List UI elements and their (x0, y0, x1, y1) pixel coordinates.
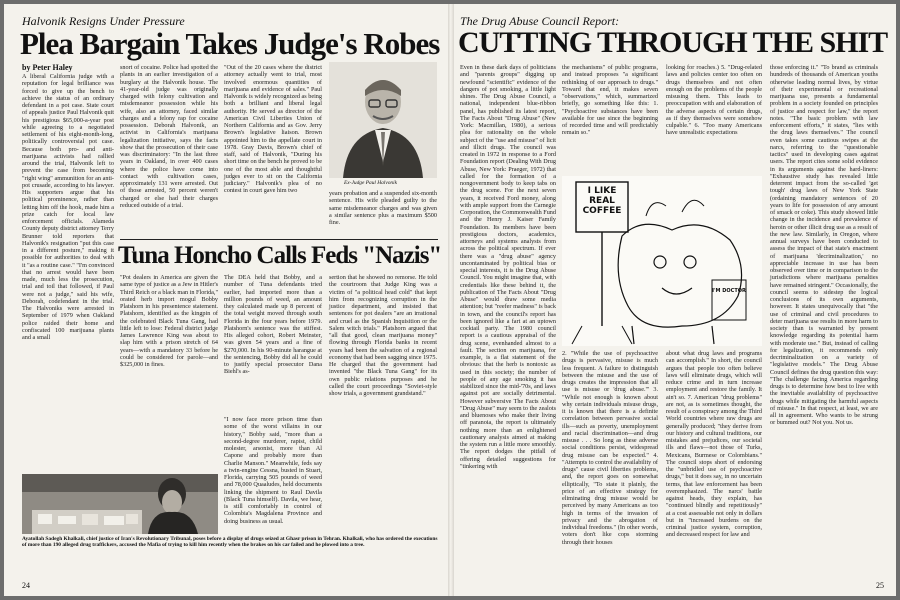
council-column-4 (770, 64, 878, 539)
column-text: 2. "While the use of psychoactive drugs is pervasive, misuse is much less frequent. A failure to distinguish between the misuse and the use of drugs creates the impression that all use is misuse or 'drug abuse.'" 3. "While not enough is known about why certain individuals misuse drugs, it is known that there is a definite correlation between pervasive social ills—such as poverty, unemployment and racial discrimination—and drug misuse . . . So long as these adverse social conditions persist, widespread drug misuse can be expected." 4. "Attempts to control the availability of drugs" cause civil liberties problems, and, the report goes on somewhat elliptically, "To state it plainly, the price of an effective strategy for eliminating drug misuse would be perceived by many Americans as too high in terms of the invasion of privacy and the abrogation of individual freedoms." (In other words, voters don't like cops storming through their houses (562, 350, 658, 546)
council-column-5 (562, 350, 658, 546)
left-headline: Plea Bargain Takes Judge's Robes (20, 26, 440, 61)
article-column-1 (22, 73, 114, 493)
right-kicker: The Drug Abuse Council Report: (460, 14, 620, 28)
column-text: about what drug laws and programs can accomplish." In short, the council argues that people too often believe laws will eliminate drugs, which will reduce crime and in turn increase employment and restore the family. It ain't so. 7. American "drug problems" are not, as is sometimes thought, the result of a conspiracy among the Third World countries where raw drugs are generally produced; "they derive from our history and cultural traditions, our mistakes and prejudices, our societal ills and flaws—not those of Turks, Mexicans, Burmese or Colombians." The council stops short of endorsing the "unbridled use of psychoactive drugs," but it does say, in no uncertain terms, that law enforcement has been overemphasized. The narcs' battle against heads, they explain, has "continued blindly and repetitiously" at a cost assessable not only in dollars but in "increased burdens on the criminal justice system, corruption, and decreased respect for law and (666, 350, 762, 539)
column-text: "I now face more prison time than some of the worst villains in our history," Bobby said, "more than a second-degree murderer, rapist, child molester, arsonist, more than Al Capone and probably more than Charlie Manson." Meanwhile, feds say a twin-engine Cessna, busted in Stuart, Florida, carrying 505 pounds of weed and 78,000 Quaaludes, held documents linking the shipment to Raul Davila (Black Tuna himself). Davila, we hear, is still comfortably in control of Colombia's Magdalena Province and doing business as usual. (224, 416, 322, 525)
column-text: the mechanisms" of public programs, and instead proposes "a significant rethinking of our approach to drugs." Toward that end, it makes seven "observations," which, summarized briefly, go something like this: 1. "Psychoactive substances have been available for use since the beginning of recorded time and will predictably remain so." (562, 64, 658, 137)
magazine-spread (4, 4, 896, 596)
article-column-3 (224, 64, 322, 234)
column-text: "Out of the 20 cases where the district attorney actually went to trial, most involved enormous quantities of marijuana and evidence of sales." Paul Halvonik is widely recognized as being both a brilliant and liberal legal authority. He served as director of the American Civil Liberties Union of Northern California and as Gov. Jerry Brown's legislative liaison. Brown appointed him to the appellate court in 1978. Gray Davis, Brown's chief of staff, said of Halvonik, "During his short time on the bench he proved to be one of the most able and thoughtful judges ever to sit on the California judiciary." Halvonik's plea of no contest in court gave him two (224, 64, 322, 195)
column-text: snort of cocaine. Police had spotted the plants in an earlier investigation of a burglary at the Halvonik house. The 41-year-old judge was originally charged with felony cultivation and misdemeanor possession while his wife, also an attorney, faced similar charges and a felony rap for cocaine possession. Deborah Halvonik, an activist in California's marijuana legalization initiative, says the facts show that the prosecution of their case was discriminatory: "In the last three years in Oakland, in over 400 cases where the police have come into contact with cultivation cases, approximately 131 were arrested. Out of those arrested, 50 percent weren't charged or else had their charges reduced outside of a trial. (120, 64, 218, 209)
column-text: The DEA held that Bobby, and a number of Tuna defendants tried earlier, had imported more than a million pounds of weed, an amount they calculated made up 8 percent of the total weight moved through south Florida in the four years before 1979. Platshorn's sentence was the stiffest. His alleged cohort, Robert Meinster, was given 54 years and a fine of $270,000. In his 90-minute harangue at the sentencing, Bobby did all he could to justify special prosecutor Dana Biehl's as- (224, 274, 322, 376)
section-divider (120, 239, 438, 240)
cartoon-illustration (562, 176, 762, 346)
column-text: Even in these dark days of politicians and "parents groups" digging up newfound "scientific" evidence of the dangers of pot smoking, a little light shines. The Drug Abuse Council, a national, independent blue-ribbon panel, has published its latest report, The Facts About "Drug Abuse" (New York: Macmillan, 1980), a serious plea for rationality on the whole subject of the "use and misuse" of licit and illicit drugs. The council was created in 1972 in response to a Ford Foundation report (Dealing With Drug Abuse, New York: Praeger, 1972) that called for the formation of a nongovernment body to keep tabs on the drug scene. For the next seven years, it received Ford money, along with ample support from the Carnegie Corporation, the Commonwealth Fund and the Henry J. Kaiser Family Foundation. Its members have been prestigious doctors, academics, attorneys and systems analysts from across the political spectrum. If ever there was a "drug abuse" agency uncontaminated by political bias or special interests, it is the Drug Abuse Council. You might imagine that, with credentials like these behind it, the publication of The Facts About "Drug Abuse" would draw some media attention; but "reefer madness" is back in town, and the council's report has been ignored like a fart at an uptown cocktail party. The 1980 council report is a cautious appraisal of the drug scene, evenhanded almost to a fault. The section on marijuana, for example, is a flat statement of the obvious: that the herb is nontoxic as used in this society; the number of people of any age smoking it has stabilized since the mid-'70s, and laws against pot are socially detrimental. However subversive The Facts About "Drug Abuse" may seem to the zealots and bluenoses who make their living off paranoia, the report is ultimately nothing more than an enlightened cautionary analysis aimed at making the system run a little more smoothly. The report dodges the pitfall of offering detailed suggestions for "tinkering with (460, 64, 556, 470)
tuna-column-3 (329, 274, 437, 534)
council-column-3 (666, 64, 762, 174)
left-page (4, 4, 448, 596)
judge-photo (329, 62, 437, 178)
judge-photo-caption: Ex-Judge Paul Halvonik (344, 180, 397, 186)
ayatollah-drugs-image (22, 474, 218, 534)
cartoon-doctor-label: I'M DOCTOR (712, 288, 746, 294)
tuna-column-4 (224, 416, 322, 534)
tuna-column-1 (120, 274, 218, 414)
council-column-2 (562, 64, 658, 174)
ayatollah-caption: Ayatollah Sadegh Khalkali, chief justice of Iran's Revolutionary Tribunal, poses before a display of drugs seized at Ghasr prison in Tehran. Khalkali, who has ordered the executions of more than 190 alleged drug traffickers, accused the Mafia of trying to kill him recently when the brakes on his car failed and he plowed into a tree. (22, 536, 438, 549)
council-column-6 (666, 350, 762, 540)
cartoon-sign-text: I LIKE REAL COFFEE (582, 186, 622, 216)
tuna-column-2 (224, 274, 322, 414)
right-page (454, 4, 896, 596)
article-column-4 (329, 190, 437, 240)
column-text: looking for roaches.) 5. "Drug-related laws and policies center too often on drugs themselves and not often enough on the problems of the people misusing them. This leads to preoccupation with and elaboration of the adverse aspects of certain drugs, as if they themselves were somehow culpable." 6. "Too many Americans have unrealistic expectations (666, 64, 762, 137)
ayatollah-photo (22, 474, 218, 534)
column-text: years probation and a suspended six-month sentence. His wife pleaded guilty to the same misdemeanor charges and was given a similar sentence plus a maximum $500 fine. (329, 190, 437, 226)
column-text: A liberal California judge with a reputation for legal brilliance was forced to give up the bench to achieve the status of an ordinary defendant in a pot case. State court of appeals justice Paul Halvonik quit his prestigious $65,000-a-year post while agreeing to a negotiated settlement of his eight-month-long, politically controversial pot case. Because both pro- and anti-marijuana activists had rallied around the trial, Halvonik left to prevent the case from becoming "right wing" ammunition for an anti-pot crusade, according to his lawyer. His supporters argue that his political prominence, rather than letting him off the hook, made him a prize catch for local law enforcement officials. Alameda County deputy district attorney Terry Brunner told reporters that Halvonik's resignation "put this case in a different posture," making it possible for authorities to deal with it "as a routine case." "I'm convinced that no arrest would have been made, much less the prosecution, trial and toil that followed, if Paul were not a judge," said his wife, Deborah, codefendant in the trial. The Halvoniks were arrested in September of 1979 when Oakland police raided their home and confiscated 100 marijuana plants and a small (22, 73, 114, 341)
column-text: sertion that he showed no remorse. He told the courtroom that Judge King was a victim of "a political head cold" that kept him from recognizing corruption in the justice department, and insisted that sentences for pot dealers "are an irrational and cruel as the Spanish Inquisition or the Salem witch trials." Platshorn argued that "all that good, clean marijuana money" flowing through Florida banks in recent years had been the salvation of a regional economy that had been sagging since 1975. He charged that the government had invented "the Black Tuna Gang" for its own public relations purposes and he called the court proceedings "Soviet-style show trials, a government grandstand." (329, 274, 437, 397)
page-number-left: 24 (22, 581, 30, 590)
tuna-headline: Tuna Honcho Calls Feds "Nazis" (118, 242, 442, 269)
article-column-2 (120, 64, 218, 234)
column-text: those enforcing it." "To brand as criminals hundreds of thousands of American youths otherwise leading normal lives, by virtue of their experimental or recreational marijuana use, presents a fundamental problem in a society founded on principles of justice and respect for law," the report notes. "The basic problem with law enforcement efforts," it states, "lies with the drug laws themselves." The council even takes some cautious swipes at the narcs, referring to the "questionable tactics" used in developing cases against users. The report cites some solid evidence in its arguments against the hard-liners: "Exhaustive study has revealed little deterrent impact from the so-called 'get tough' drug laws of New York State (ordaining mandatory sentences of 20 years to life for possession of any amount of smack or coke). This study showed little change in the incidence and prevalence of heroin or other illicit drug use as a result of the new law. Similarly, in Oregon, where annual surveys have been conducted to assess the impact of that state's enactment of marijuana 'decriminalization,' no appreciable increase in use has been observed over time or in comparison to the jurisdictions where marijuana penalties have remained stringent." Occasionally, the council seems to sidestep the logical conclusions of its own arguments, however. It states unequivocally that "the use of criminal and civil procedures to deter marijuana use results in more harm to society than is warranted by present knowledge regarding its potential harm with moderate use." But, instead of calling for legalization, it recommends only decriminalization on a variety of "legislative models." The Drug Abuse Council defines the drug question this way: "The challenge facing America regarding drugs is to determine how best to live with the inevitable availability of psychoactive drugs while mitigating the harmful aspects of misuse." In that respect, at least, we are all in agreement. Who wants to be strung or bummed out? Not you. Not us. (770, 64, 878, 427)
right-headline: CUTTING THROUGH THE SHIT (458, 26, 888, 59)
council-column-1 (460, 64, 556, 539)
left-byline: by Peter Haley (22, 63, 73, 72)
judge-portrait-image (329, 62, 437, 178)
column-text: "Pot dealers in America are given the same type of justice as a Jew in Hitler's Third Reich or a black man in Florida," orated herb import mogul Bobby Platshorn in his presentence statement. Platshorn, identified as the kingpin of the celebrated Black Tuna Gang, had little left to lose: Federal district judge James Lawrence King was about to slap him with a prison stretch of 64 years—with a mandatory 33 before he could be considered for parole—and $325,000 in fines. (120, 274, 218, 368)
left-kicker: Halvonik Resigns Under Pressure (22, 14, 185, 28)
page-number-right: 25 (876, 581, 884, 590)
